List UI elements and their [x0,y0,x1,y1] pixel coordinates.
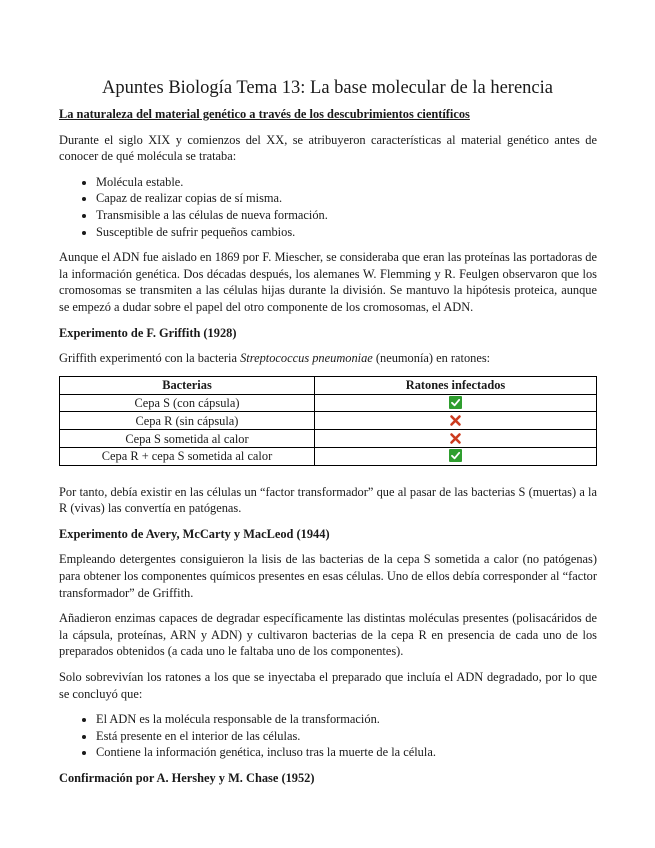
griffith-intro-end: (neumonía) en ratones: [372,351,491,366]
cell-bacteria: Cepa R + cepa S sometida al calor [60,447,315,465]
paragraph-avery-3: Solo sobrevivían los ratones a los que se inyectaba el preparado que incluía el ADN degradado, por lo que se concluyó que: [59,670,597,701]
paragraph-avery-2: Añadieron enzimas capaces de degradar específicamente las distintas moléculas presentes (polisacáridos de la cápsula, proteínas, ARN y ADN) y cultivaron bacterias de la cepa R en presencia de cada uno de los preparados obtenidos (a cada uno le faltaba uno de los componentes). [59,611,597,659]
cross-icon [449,432,462,445]
cell-bacteria: Cepa R (sin cápsula) [60,412,315,430]
list-item: • Transmisible a las células de nueva formación. [96,207,597,224]
list-item: • Contiene la información genética, incluso tras la muerte de la célula. [96,744,597,761]
cell-bacteria: Cepa S (con cápsula) [60,394,315,412]
table-row [60,430,597,448]
griffith-intro-start: Griffith experimentó con la bacteria [59,351,241,366]
cell-bacteria: Cepa S sometida al calor [60,430,315,448]
heading-griffith: Experimento de F. Griffith (1928) [59,325,237,340]
heading-avery: Experimento de Avery, McCarty y MacLeod (1944) [59,526,330,541]
cell-result [315,447,597,465]
cell-result [315,430,597,448]
heading-hershey-chase: Confirmación por A. Hershey y M. Chase (1952) [59,771,315,786]
column-header-ratones: Ratones infectados [315,376,597,394]
list-item: • Susceptible de sufrir pequeños cambios. [96,224,597,241]
table-row [60,394,597,412]
column-header-bacterias: Bacterias [60,376,315,394]
table-row [60,412,597,430]
check-icon [449,449,462,462]
page-title: Apuntes Biología Tema 13: La base molecular de la herencia [102,78,553,98]
cell-result [315,394,597,412]
conclusions-list [59,711,597,761]
section-heading-genetic-material: La naturaleza del material genético a través de los descubrimientos científicos [59,107,470,121]
paragraph-griffith-intro [59,350,597,367]
griffith-table [59,376,597,466]
list-item: • Está presente en el interior de las células. [96,728,597,745]
check-icon [449,396,462,409]
table-header-row [60,376,597,394]
cross-icon [449,414,462,427]
list-item: • Molécula estable. [96,174,597,191]
cell-result [315,412,597,430]
list-item: • Capaz de realizar copias de sí misma. [96,190,597,207]
paragraph-dna-history: Aunque el ADN fue aislado en 1869 por F. Miescher, se consideraba que eran las proteínas las portadoras de la información genética. Dos décadas después, los alemanes W. Flemming y R. Feulgen observaron que los cromosomas se transmiten a las células hijas durante la división. Se mantuvo la hipótesis proteica, aunque se empezó a dudar sobre el papel del otro componente de los cromosomas, el ADN. [59,250,597,314]
paragraph-griffith-conclusion: Por tanto, debía existir en las células un “factor transformador” que al pasar de las bacterias S (muertas) a la R (vivas) las convertía en patógenas. [59,484,597,516]
table-row [60,447,597,465]
document-body [59,106,597,796]
paragraph-intro: Durante el siglo XIX y comienzos del XX, se atribuyeron características al material genético antes de conocer de qué molécula se trataba: [59,132,597,164]
paragraph-avery-1: Empleando detergentes consiguieron la lisis de las bacterias de la cepa S sometida a calor (no patógenas) para obtener los componentes químicos presentes en esas células. Uno de ellos debía corresponder al “factor transformador” de Griffith. [59,552,597,600]
list-item: • El ADN es la molécula responsable de la transformación. [96,711,597,728]
species-name: Streptococcus pneumoniae [240,351,373,366]
characteristics-list [59,174,597,240]
